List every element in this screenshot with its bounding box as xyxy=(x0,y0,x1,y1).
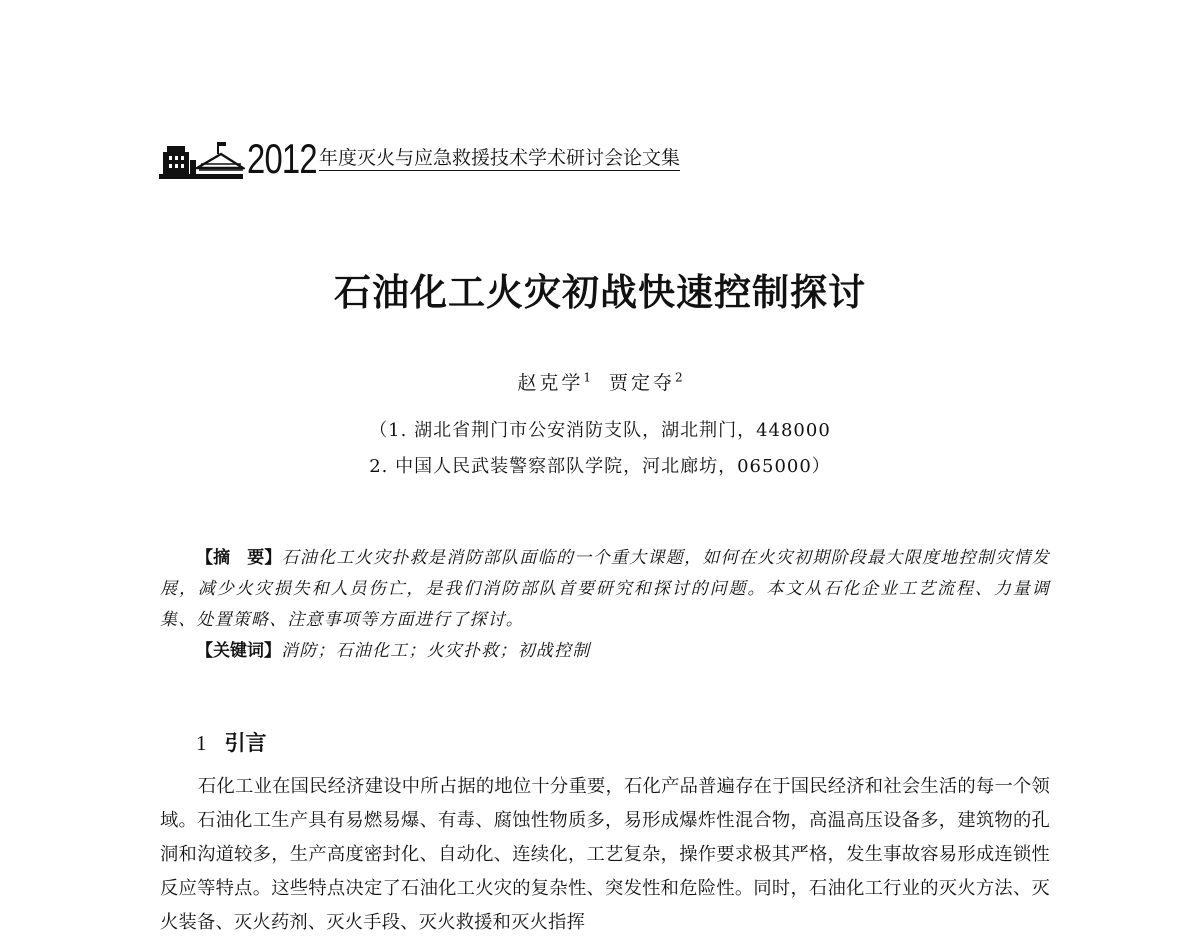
abstract-text: 石油化工火灾扑救是消防部队面临的一个重大课题，如何在火灾初期阶段最大限度地控制灾情发展，减少火灾损失和人员伤亡，是我们消防部队首要研究和探讨的问题。本文从石化企业工艺流程、力量调集、处置策略、注意事项等方面进行了探讨。 xyxy=(160,548,1050,630)
author-affiliation-mark: 2 xyxy=(675,370,683,385)
conference-logo-icon xyxy=(157,134,245,180)
author-name: 赵克学 xyxy=(517,372,584,394)
author-name: 贾定夺 xyxy=(609,372,676,394)
keywords-paragraph xyxy=(160,636,1050,667)
abstract-label: 【摘 要】 xyxy=(196,548,282,568)
abstract-block xyxy=(160,543,1050,667)
paper-title: 石油化工火灾初战快速控制探讨 xyxy=(334,270,866,314)
keywords-text: 消防；石油化工；火灾扑救；初战控制 xyxy=(281,641,591,661)
header-year: 2012 xyxy=(247,135,317,182)
author-affiliation-mark: 1 xyxy=(583,370,591,385)
body-paragraph: 石化工业在国民经济建设中所占据的地位十分重要，石化产品普遍存在于国民经济和社会生活的每一个领域。石油化工生产具有易燃易爆、有毒、腐蚀性物质多，易形成爆炸性混合物，高温高压设备多，建筑物的孔洞和沟道较多，生产高度密封化、自动化、连续化，工艺复杂，操作要求极其严格，发生事故容易形成连锁性反应等特点。这些特点决定了石油化工火灾的复杂性、突发性和危险性。同时，石油化工行业的灭火方法、灭火装备、灭火药剂、灭火手段、灭火救援和灭火指挥 xyxy=(160,776,1050,933)
abstract-paragraph xyxy=(160,543,1050,636)
affiliation: （1. 湖北省荆门市公安消防支队，湖北荆门，448000 xyxy=(369,420,831,441)
proceedings-title: 年度灭火与应急救援技术学术研讨会论文集 xyxy=(319,147,681,169)
keywords-label: 【关键词】 xyxy=(196,641,281,661)
running-header xyxy=(157,130,680,180)
section-title: 引言 xyxy=(224,731,267,755)
affiliation: 2. 中国人民武装警察部队学院，河北廊坊，065000） xyxy=(369,456,831,477)
author xyxy=(517,368,591,395)
author xyxy=(609,368,683,395)
section-number: 1 xyxy=(196,731,207,755)
section-heading xyxy=(196,727,267,757)
author-list xyxy=(0,368,1200,395)
